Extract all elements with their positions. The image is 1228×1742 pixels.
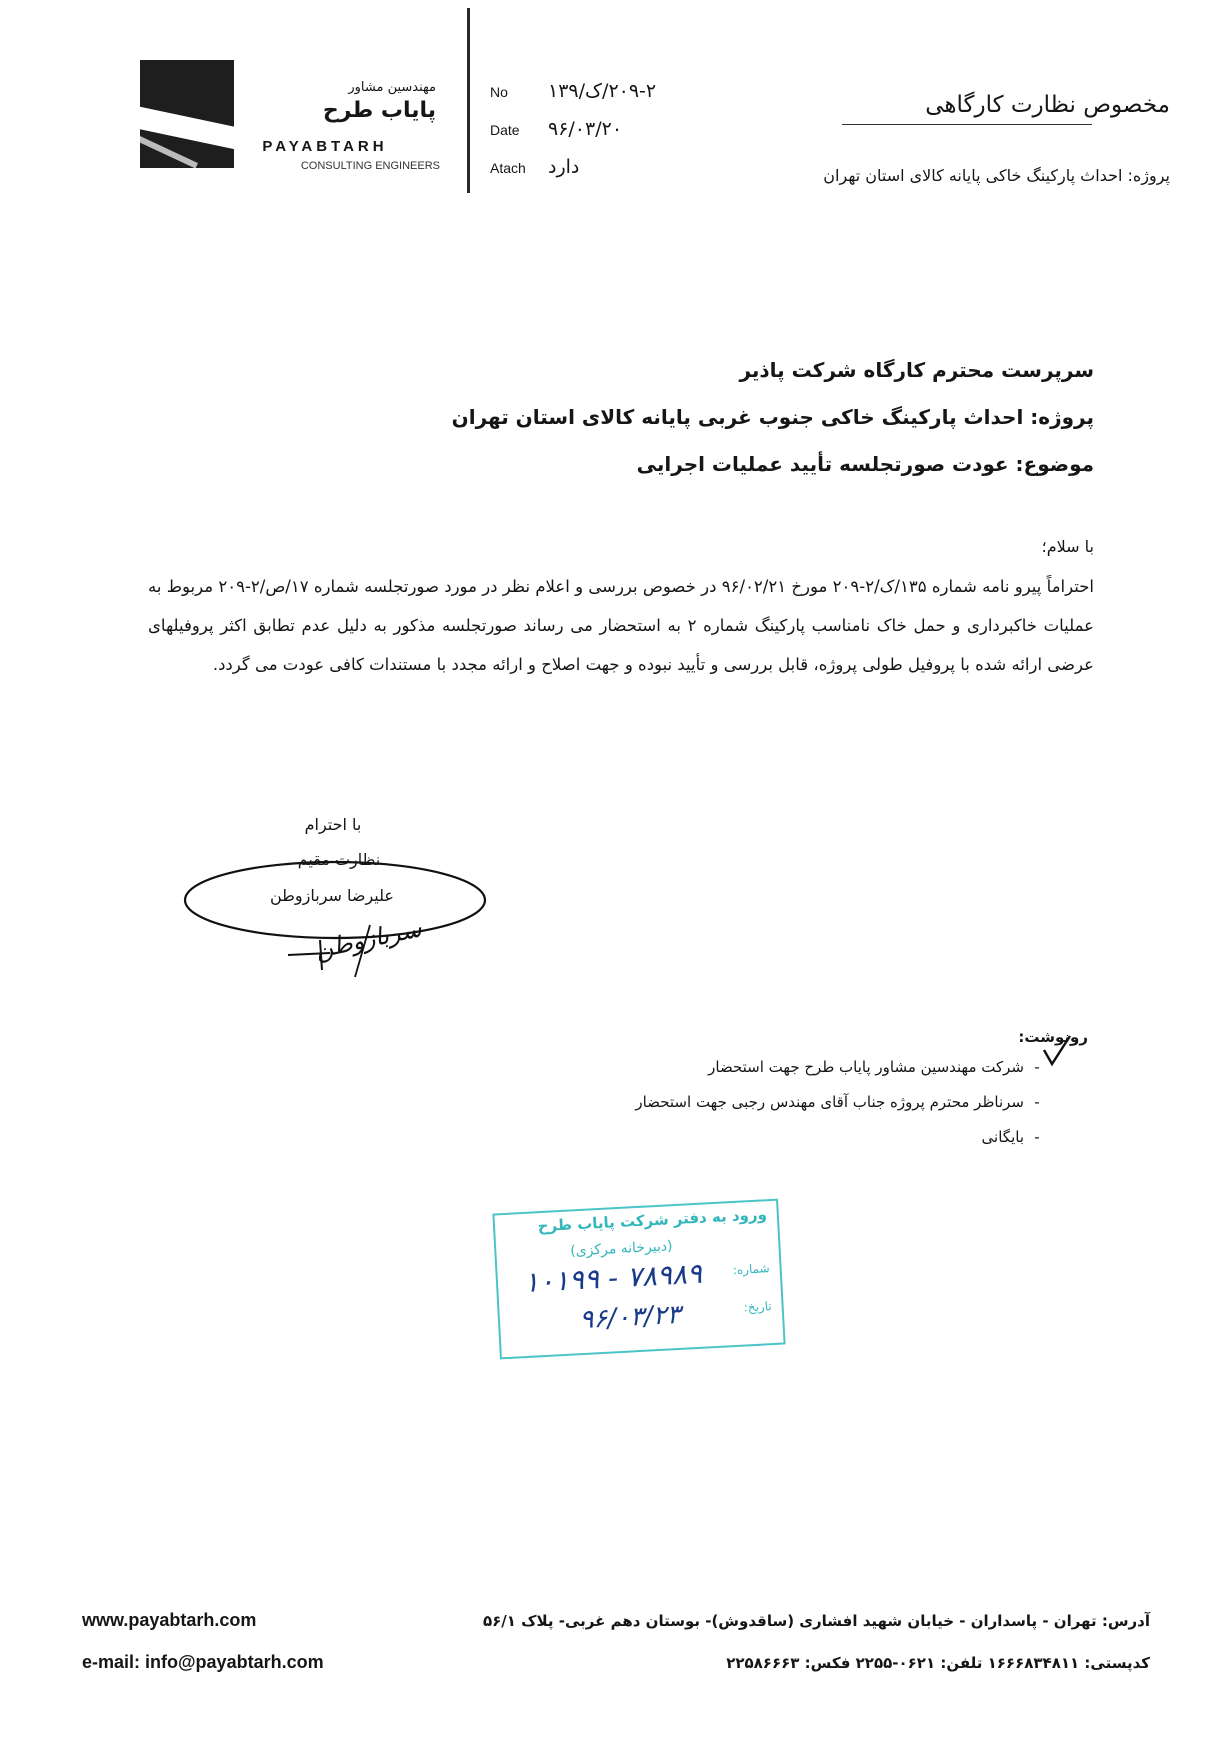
cc-item: بایگانی xyxy=(981,1128,1024,1146)
cc-bullet: - xyxy=(1034,1128,1040,1146)
stamp-number-label: شماره: xyxy=(732,1261,770,1278)
footer-address: آدرس: تهران - پاسداران - خیابان شهید افشاری (ساقدوش)- بوستان دهم غربی- پلاک ۵۶/۱ xyxy=(482,1612,1150,1630)
registry-stamp xyxy=(492,1199,785,1360)
letter-date-label: Date xyxy=(490,122,520,138)
company-logo xyxy=(140,60,234,168)
signature-title: نظارت مقیم xyxy=(297,850,381,869)
cc-bullet: - xyxy=(1034,1058,1040,1076)
svg-text:سربازوطن: سربازوطن xyxy=(312,914,425,965)
firm-name-persian: پایاب طرح xyxy=(322,98,436,123)
letter-greeting: با سلام؛ xyxy=(1041,537,1094,556)
footer-website: www.payabtarh.com xyxy=(82,1610,257,1630)
signature-name: علیرضا سربازوطن xyxy=(270,886,394,905)
stamp-date-label: تاریخ: xyxy=(743,1299,772,1315)
firm-subtitle-english: CONSULTING ENGINEERS xyxy=(300,160,440,172)
stamp-title: ورود به دفتر شرکت پایاب طرح xyxy=(537,1205,768,1236)
stamp-date-value: ۹۶/۰۳/۲۳ xyxy=(578,1299,682,1336)
attachment-value: دارد xyxy=(548,156,580,178)
header-title-underline xyxy=(842,124,1092,125)
cc-item: شرکت مهندسین مشاور پایاب طرح جهت استحضار xyxy=(708,1058,1024,1076)
header-department-title: مخصوص نظارت کارگاهی xyxy=(925,92,1170,118)
letter-recipient: سرپرست محترم کارگاه شرکت پاذیر xyxy=(739,358,1094,382)
firm-consult-label: مهندسین مشاور xyxy=(348,80,436,95)
attachment-label: Atach xyxy=(490,160,526,176)
header-divider xyxy=(467,8,470,193)
stamp-subtitle: (دبیرخانه مرکزی) xyxy=(569,1238,673,1260)
letter-date-value: ۹۶/۰۳/۲۰ xyxy=(548,118,623,140)
signature-closing: با احترام xyxy=(304,815,362,834)
cc-heading: رونوشت: xyxy=(1018,1028,1088,1046)
stamp-number-value: ۱۰۱۹۹ - ۷۸۹۸۹ xyxy=(523,1256,703,1300)
footer-contact: کدپستی: ۱۶۶۶۸۳۴۸۱۱ تلفن: ۰۶۲۱-۲۲۵۵ فکس: ۲۲۵۸۶۶۶۳ xyxy=(726,1654,1150,1672)
firm-name-english: PAYABTARH xyxy=(262,138,388,155)
footer-email: e-mail: info@payabtarh.com xyxy=(82,1652,324,1672)
letter-project: پروژه: احداث پارکینگ خاکی جنوب غربی پایانه کالای استان تهران xyxy=(451,405,1094,429)
letter-body: احتراماً پیرو نامه شماره ۱۳۵/ک/۲-۲۰۹ مورخ ۹۶/۰۲/۲۱ در خصوص بررسی و اعلام نظر در مورد صورتجلسه شماره ۱۷/ص/۲-۲۰۹ مربوط به عملیات خاکبرداری و حمل خاک نامناسب پارکینگ شماره ۲ به استحضار می رساند صورتجلسه مذکور به دلیل عدم تطابق اکثر پروفیلهای عرضی ارائه شده با پروفیل طولی پروژه، قابل بررسی و تأیید نبوده و جهت اصلاح و ارائه مجدد با مستندات کافی عودت می گردد. xyxy=(148,577,1094,674)
header-project-line: پروژه: احداث پارکینگ خاکی پایانه کالای استان تهران xyxy=(823,166,1170,185)
cc-item: سرناظر محترم پروژه جناب آقای مهندس رجبی جهت استحضار xyxy=(635,1093,1024,1111)
cc-bullet: - xyxy=(1034,1093,1040,1111)
letter-subject: موضوع: عودت صورتجلسه تأیید عملیات اجرایی xyxy=(636,452,1094,476)
letter-number-label: No xyxy=(490,84,508,100)
letter-number-value: ۲۰۹-۲/ک/۱۳۹ xyxy=(548,80,657,102)
